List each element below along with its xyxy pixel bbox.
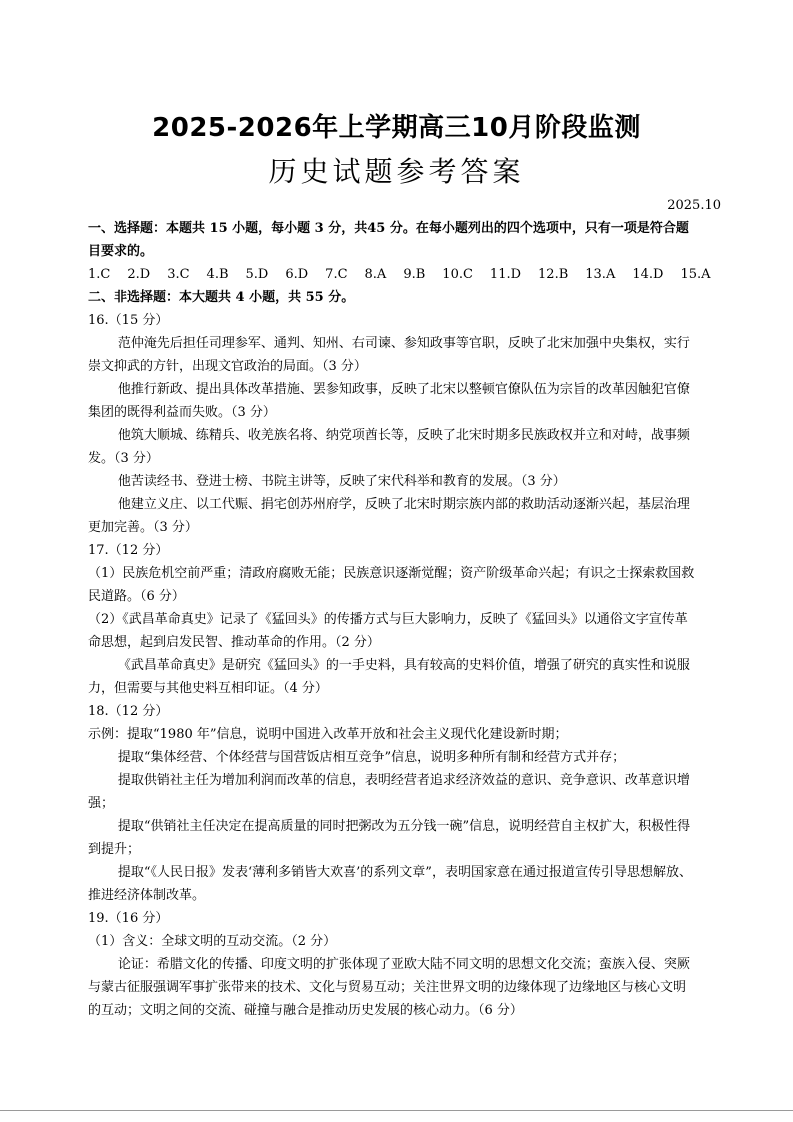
q17-number: 17.（12 分） [88, 543, 169, 558]
q16-paragraph: 他筑大顺城、练精兵、收羌族名将、纳党项酋长等，反映了北宋时期多民族政权并立和对峙，战事频发。（3 分） [88, 428, 690, 466]
q18-number: 18.（12 分） [88, 704, 169, 719]
answer-item: 15.A [680, 267, 711, 282]
q19-paragraph: 论证：希腊文化的传播、印度文明的扩张体现了亚欧大陆不同文明的思想文化交流；蛮族入侵、突厥与蒙古征服强调军事扩张带来的技术、文化与贸易互动；关注世界文明的边缘体现了边缘地区与核心文明的互动；文明之间的交流、碰撞与融合是推动历史发展的核心动力。（6 分） [88, 957, 690, 1018]
answer-item: 10.C [442, 267, 473, 282]
choice-answers [88, 263, 711, 286]
answer-item: 5.D [245, 267, 269, 282]
q18-paragraph: 提取供销社主任为增加利润而改革的信息，表明经营者追求经济效益的意识、竞争意识、改革意识增强； [88, 773, 690, 811]
exam-date: 2025.10 [667, 198, 721, 213]
answer-item: 11.D [489, 267, 522, 282]
section2-heading: 二、非选择题：本大题共 4 小题，共 55 分。 [88, 290, 355, 305]
q17-paragraph: （2）《武昌革命真史》记录了《猛回头》的传播方式与巨大影响力，反映了《猛回头》以通俗文字宣传革命思想，起到启发民智、推动革命的作用。（2 分） [88, 612, 688, 650]
q17-paragraph: （1）民族危机空前严重；清政府腐败无能；民族意识逐渐觉醒；资产阶级革命兴起；有识之士探索救国救民道路。（6 分） [88, 566, 695, 604]
q18-paragraph: 提取“《人民日报》发表‘薄利多销皆大欢喜’的系列文章”，表明国家意在通过报道宣传引导思想解放、推进经济体制改革。 [88, 865, 692, 903]
q16-paragraph: 他苦读经书、登进士榜、书院主讲等，反映了宋代科举和教育的发展。（3 分） [117, 474, 566, 489]
answer-item: 13.A [585, 267, 616, 282]
page-title: 2025-2026年上学期高三10月阶段监测 [152, 113, 641, 143]
q17-paragraph: 《武昌革命真史》是研究《猛回头》的一手史料，具有较高的史料价值，增强了研究的真实性和说服力，但需要与其他史料互相印证。（4 分） [88, 658, 690, 696]
q19-number: 19.（16 分） [88, 911, 169, 926]
section1-heading: 一、选择题：本题共 15 小题，每小题 3 分，共45 分。在每小题列出的四个选项中，只有一项是符合题目要求的。 [88, 221, 689, 259]
q16-paragraph: 他建立义庄、以工代赈、捐宅创苏州府学，反映了北宋时期宗族内部的救助活动逐渐兴起，基层治理更加完善。（3 分） [88, 497, 690, 535]
page-subtitle: 历史试题参考答案 [268, 155, 525, 188]
q16-paragraph: 范仲淹先后担任司理参军、通判、知州、右司谏、参知政事等官职，反映了北宋加强中央集权，实行崇文抑武的方针，出现文官政治的局面。（3 分） [88, 336, 690, 374]
q18-paragraph: 示例：提取“1980 年”信息，说明中国进入改革开放和社会主义现代化建设新时期； [88, 727, 568, 742]
q16-paragraph: 他推行新政、提出具体改革措施、罢参知政事，反映了北宋以整顿官僚队伍为宗旨的改革因触犯官僚集团的既得利益而失败。（3 分） [88, 382, 690, 420]
answer-item: 8.A [364, 267, 387, 282]
q19-paragraph: （1）含义：全球文明的互动交流。（2 分） [88, 934, 337, 949]
answer-item: 1.C [88, 267, 111, 282]
answer-item: 7.C [325, 267, 348, 282]
answer-item: 12.B [538, 267, 569, 282]
answer-item: 3.C [167, 267, 190, 282]
q16-number: 16.（15 分） [88, 313, 169, 328]
answer-item: 9.B [403, 267, 426, 282]
answer-item: 2.D [127, 267, 151, 282]
page-bottom-divider [0, 1110, 793, 1111]
answer-item: 14.D [632, 267, 664, 282]
answer-item: 6.D [285, 267, 309, 282]
q18-paragraph: 提取“供销社主任决定在提高质量的同时把粥改为五分钱一碗”信息，说明经营自主权扩大，积极性得到提升； [88, 819, 691, 857]
answer-body [88, 217, 711, 1022]
answer-item: 4.B [206, 267, 229, 282]
q18-paragraph: 提取“集体经营、个体经营与国营饭店相互竞争”信息，说明多种所有制和经营方式并存； [117, 750, 626, 765]
